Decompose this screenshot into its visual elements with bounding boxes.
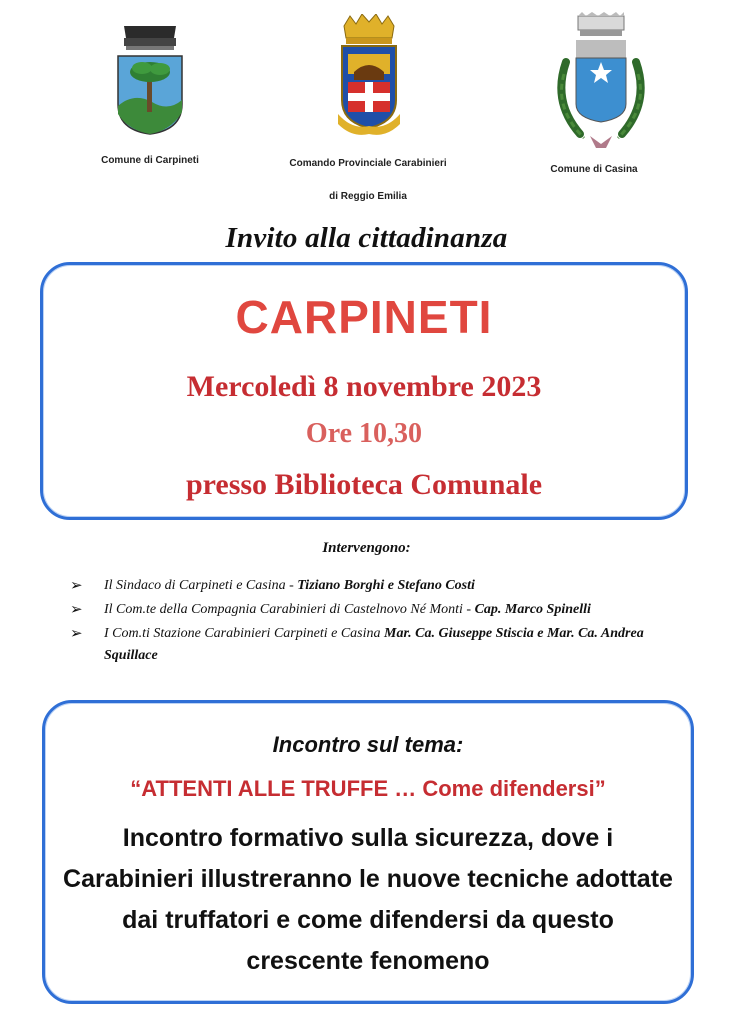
- theme-heading: Incontro sul tema:: [272, 732, 464, 757]
- carpineti-label: Comune di Carpineti: [101, 155, 199, 166]
- arrow-bullet-icon: ➢: [70, 602, 83, 618]
- speaker-names: Tiziano Borghi e Stefano Costi: [297, 578, 475, 593]
- list-item: [70, 575, 690, 597]
- event-time: Ore 10,30: [305, 418, 423, 449]
- speaker-names: Mar. Ca. Giuseppe Stiscia e Mar. Ca. Andrea Squillace: [104, 626, 644, 663]
- event-town: CARPINETI: [235, 291, 493, 343]
- list-item: [70, 623, 690, 667]
- speaker-role: I Com.ti Stazione Carabinieri Carpineti e Casina: [104, 626, 385, 641]
- speaker-role: Il Com.te della Compagnia Carabinieri di Castelnovo Né Monti -: [104, 602, 475, 617]
- invite-title: Invito alla cittadinanza: [225, 222, 508, 254]
- carpineti-crest-icon: [112, 22, 188, 138]
- event-venue: presso Biblioteca Comunale: [185, 468, 543, 501]
- speakers-list: [70, 575, 690, 669]
- arrow-bullet-icon: ➢: [70, 626, 83, 642]
- speaker-role: Il Sindaco di Carpineti e Casina -: [104, 578, 298, 593]
- speakers-heading: Intervengono:: [322, 540, 411, 556]
- casina-crest-icon: [546, 12, 656, 154]
- carabinieri-label-line2: di Reggio Emilia: [329, 191, 407, 202]
- speaker-names: Cap. Marco Spinelli: [474, 602, 591, 617]
- event-date: Mercoledì 8 novembre 2023: [186, 370, 542, 403]
- arrow-bullet-icon: ➢: [70, 578, 83, 594]
- carabinieri-crest-icon: [334, 14, 404, 142]
- list-item: [70, 599, 690, 621]
- casina-label: Comune di Casina: [550, 164, 638, 175]
- theme-body: Incontro formativo sulla sicurezza, dove i Carabinieri illustreranno le nuove tecniche adottate dai truffatori e come difendersi da questo crescente fenomeno: [63, 824, 673, 975]
- theme-title: “ATTENTI ALLE TRUFFE … Come difendersi”: [130, 776, 606, 801]
- carabinieri-label-line1: Comando Provinciale Carabinieri: [289, 158, 447, 169]
